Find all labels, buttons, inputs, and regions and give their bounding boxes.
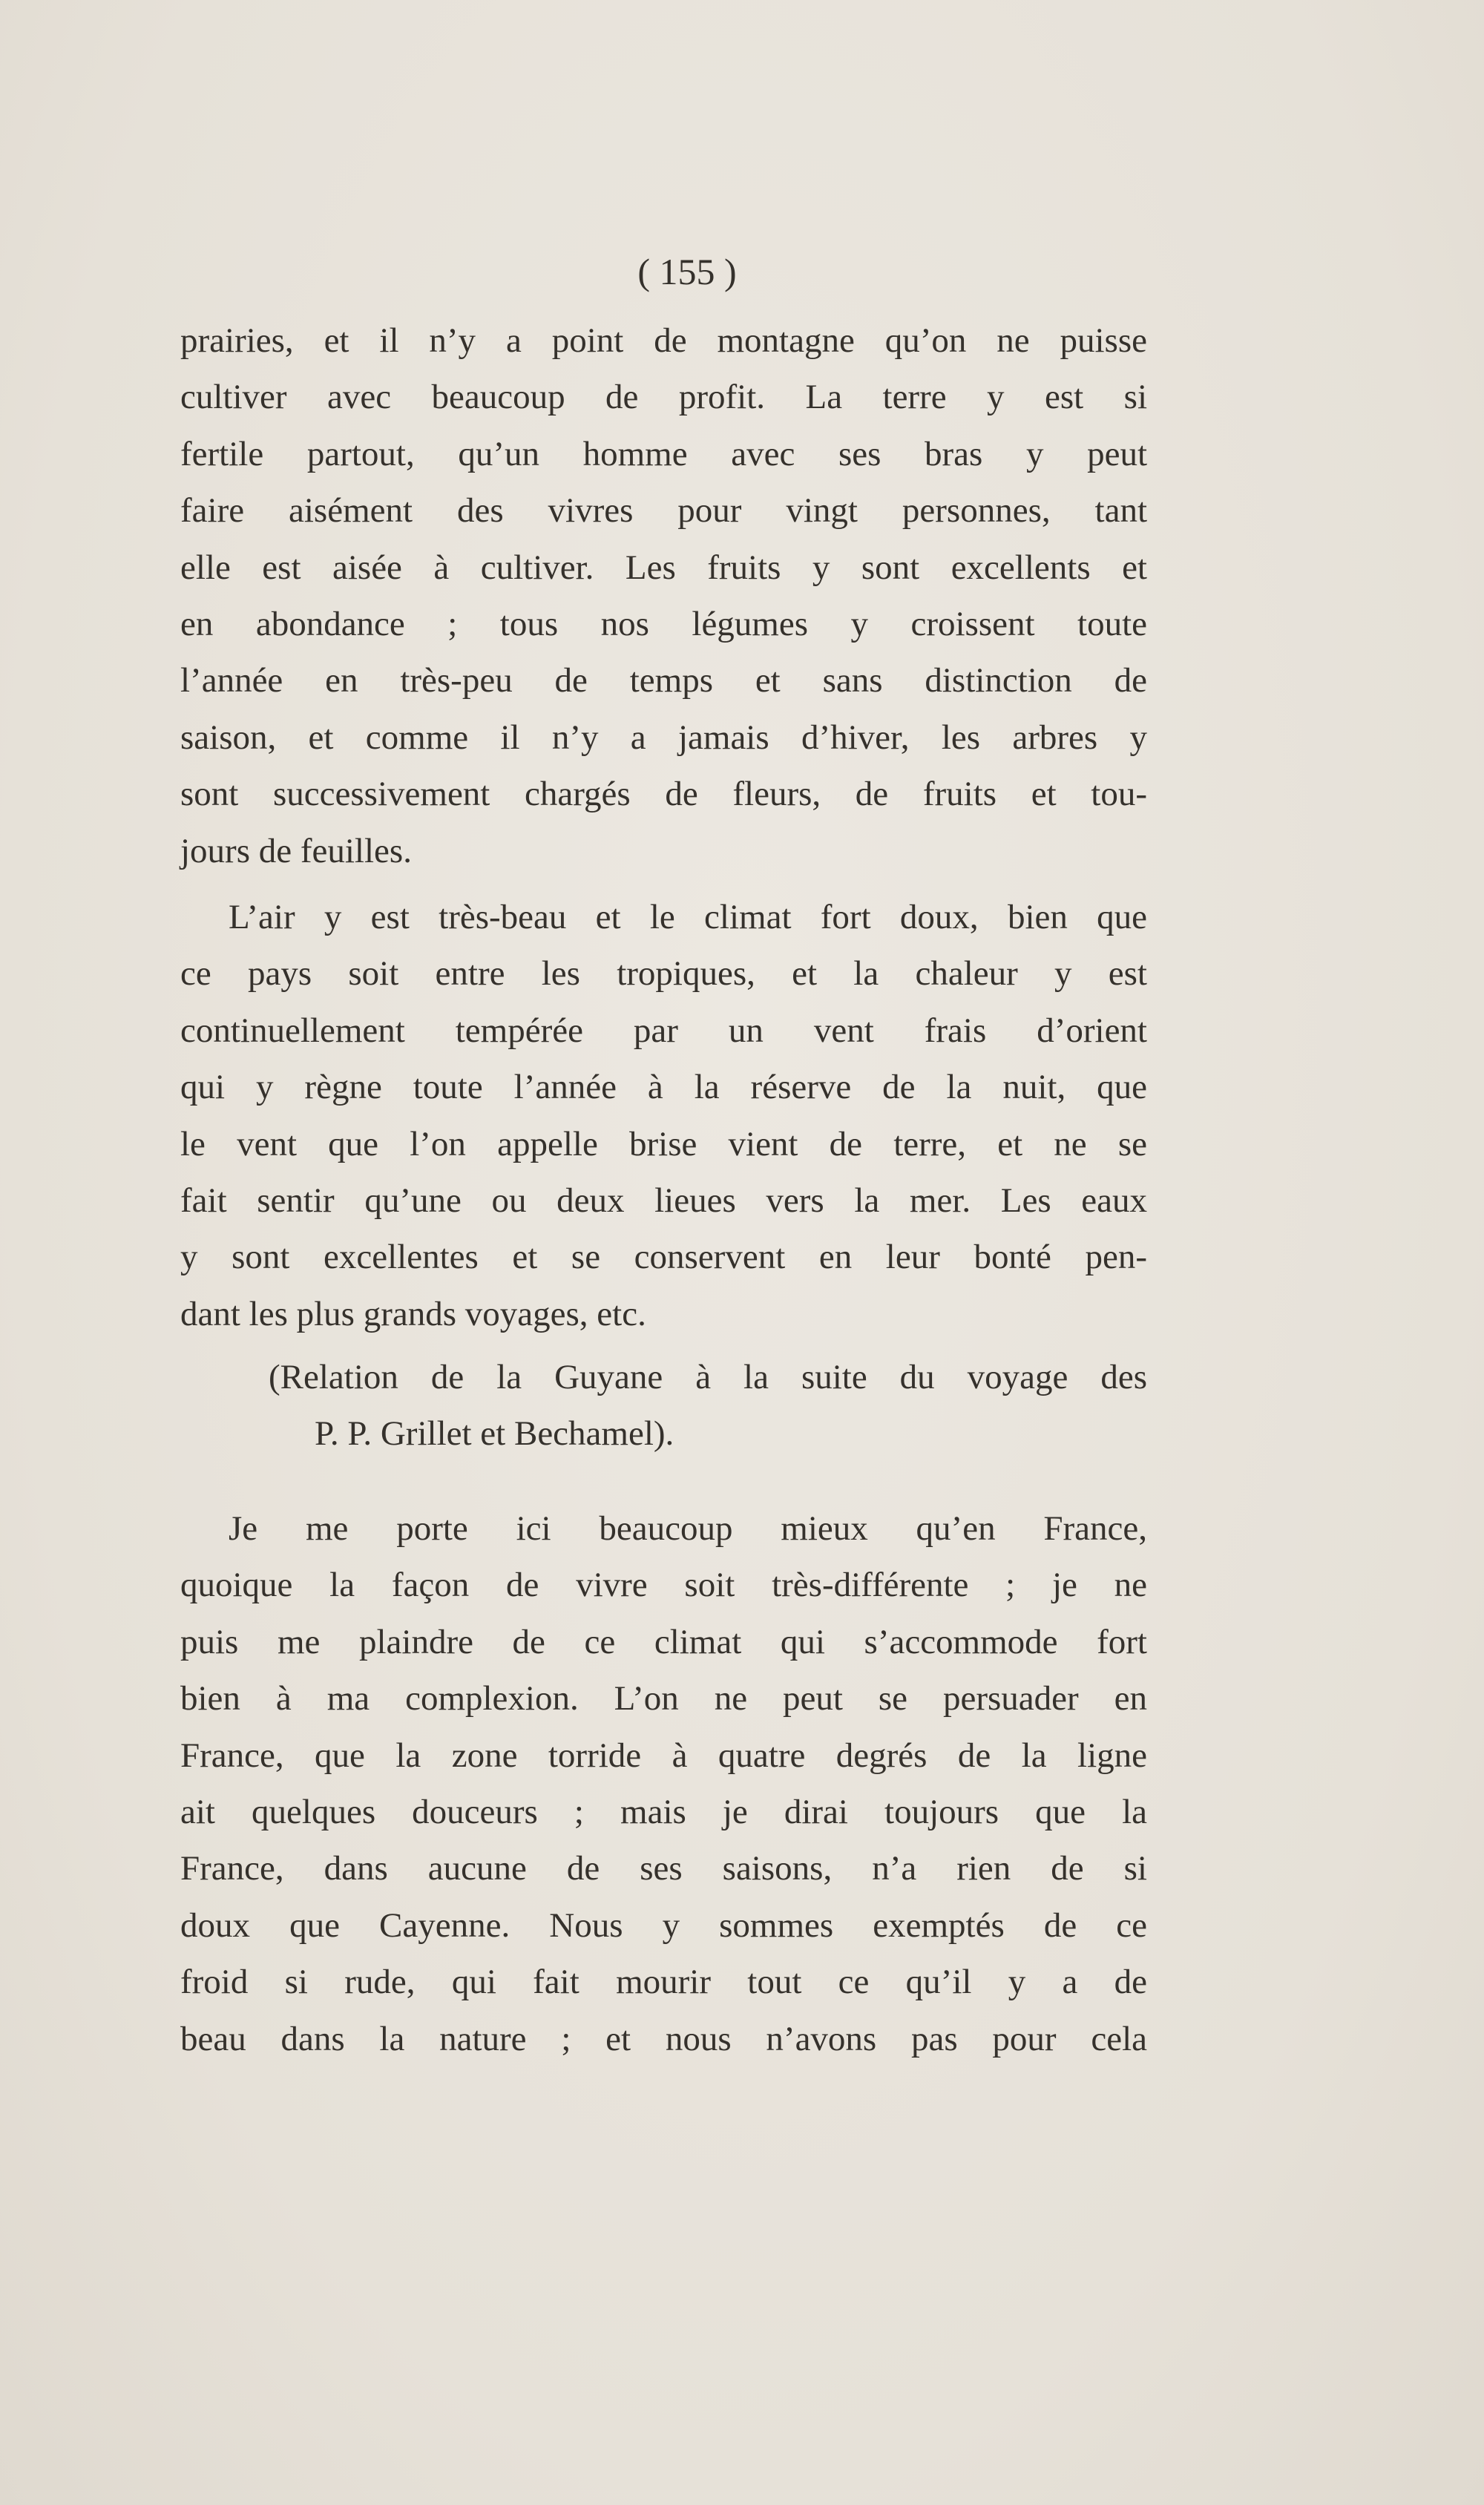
text-line: y sont excellentes et se conservent en leur bonté pen- <box>180 1238 1147 1277</box>
text-line: cultiver avec beaucoup de profit. La terre y est si <box>180 378 1147 417</box>
text-line: l’année en très-peu de temps et sans distinction de <box>180 661 1147 700</box>
text-line: quoique la façon de vivre soit très-différente ; je ne <box>180 1566 1147 1605</box>
text-line: le vent que l’on appelle brise vient de terre, et ne se <box>180 1124 1147 1163</box>
text-line: France, dans aucune de ses saisons, n’a rien de si <box>180 1849 1147 1888</box>
citation <box>180 1349 1147 1462</box>
text-line: doux que Cayenne. Nous y sommes exemptés de ce <box>180 1905 1147 1945</box>
text-line: en abondance ; tous nos légumes y croissent toute <box>180 604 1147 643</box>
text-line: beau dans la nature ; et nous n’avons pas pour cela <box>180 2019 1147 2058</box>
text-line: bien à ma complexion. L’on ne peut se persuader en <box>180 1679 1147 1718</box>
text-line: Je me porte ici beaucoup mieux qu’en France, <box>229 1509 1147 1548</box>
text-line: dant les plus grands voyages, etc. <box>180 1294 646 1333</box>
paragraph-1 <box>180 312 1147 879</box>
text-line: puis me plaindre de ce climat qui s’accommode fort <box>180 1622 1147 1661</box>
paragraph-2 <box>180 889 1147 1342</box>
text-line: qui y règne toute l’année à la réserve de la nuit, que <box>180 1068 1147 1107</box>
text-line: prairies, et il n’y a point de montagne qu’on ne puisse <box>180 321 1147 360</box>
text-line: France, que la zone torride à quatre degrés de la ligne <box>180 1736 1147 1775</box>
text-line: fait sentir qu’une ou deux lieues vers la mer. Les eaux <box>180 1181 1147 1220</box>
text-line: ait quelques douceurs ; mais je dirai toujours que la <box>180 1792 1147 1831</box>
text-line: faire aisément des vivres pour vingt personnes, tant <box>180 491 1147 531</box>
text-line: sont successivement chargés de fleurs, de fruits et tou- <box>180 775 1147 814</box>
text-line: fertile partout, qu’un homme avec ses bras y peut <box>180 434 1147 473</box>
text-line: L’air y est très-beau et le climat fort doux, bien que <box>229 898 1147 936</box>
citation-line: P. P. Grillet et Bechamel). <box>315 1414 674 1454</box>
text-line: froid si rude, qui fait mourir tout ce qu’il y a de <box>180 1963 1147 2002</box>
text-line: continuellement tempérée par un vent frais d’orient <box>180 1011 1147 1050</box>
text-line: elle est aisée à cultiver. Les fruits y sont excellents et <box>180 548 1147 587</box>
text-line: saison, et comme il n’y a jamais d’hiver, les arbres y <box>180 718 1147 757</box>
paragraph-3 <box>180 1500 1147 2067</box>
text-line: ce pays soit entre les tropiques, et la chaleur y est <box>180 954 1147 994</box>
citation-line: (Relation de la Guyane à la suite du voyage des <box>269 1358 1147 1396</box>
page-number: ( 155 ) <box>637 251 737 292</box>
text-line: jours de feuilles. <box>180 831 412 870</box>
